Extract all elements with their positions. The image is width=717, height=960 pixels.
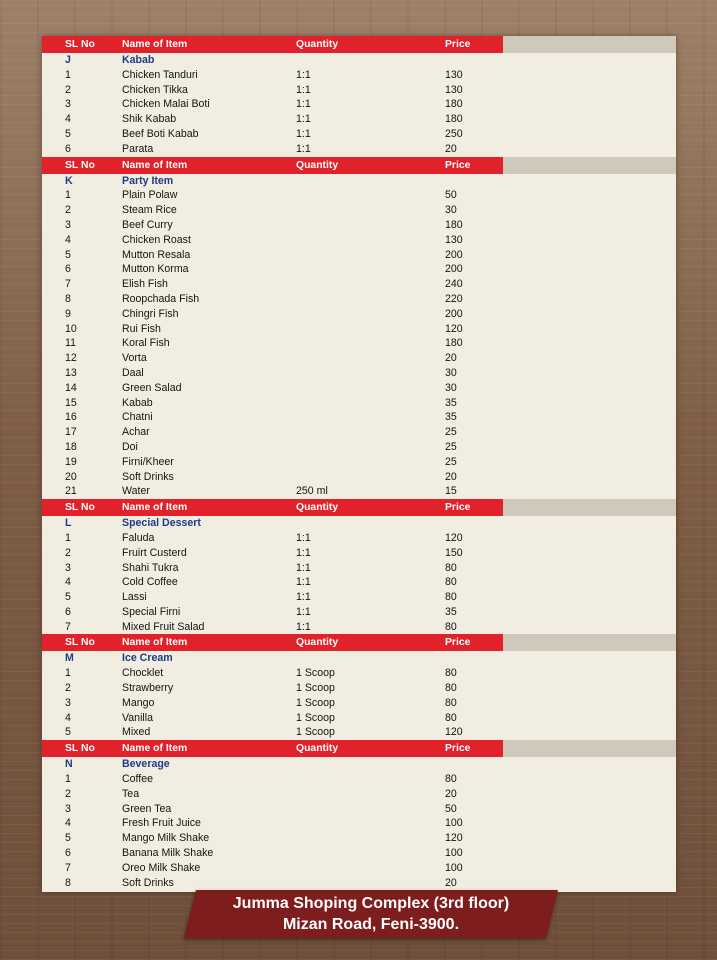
- table-header-row: [42, 157, 676, 174]
- header-quantity: Quantity: [296, 39, 339, 50]
- header-red-bar: [42, 740, 503, 757]
- menu-sheet: [42, 36, 676, 892]
- item-name: Roopchada Fish: [122, 292, 200, 305]
- item-name: Fresh Fruit Juice: [122, 817, 201, 830]
- table-row: [42, 142, 676, 157]
- table-row: [42, 802, 676, 817]
- header-price: Price: [445, 39, 471, 50]
- table-row: [42, 68, 676, 83]
- item-quantity: 1:1: [296, 127, 311, 140]
- section-code: N: [65, 758, 73, 771]
- item-sl-no: 2: [65, 546, 71, 559]
- item-name: Koral Fish: [122, 337, 170, 350]
- item-price: 20: [445, 787, 457, 800]
- item-price: 35: [445, 396, 457, 409]
- item-price: 220: [445, 292, 463, 305]
- header-grey-bar: [503, 634, 676, 651]
- item-sl-no: 5: [65, 832, 71, 845]
- item-sl-no: 12: [65, 352, 77, 365]
- item-quantity: 1:1: [296, 591, 311, 604]
- item-price: 180: [445, 218, 463, 231]
- header-sl-no: SL No: [65, 39, 95, 50]
- item-price: 80: [445, 711, 457, 724]
- item-sl-no: 2: [65, 204, 71, 217]
- section-title: Special Dessert: [122, 517, 201, 530]
- table-row: [42, 97, 676, 112]
- item-name: Daal: [122, 366, 144, 379]
- item-price: 80: [445, 576, 457, 589]
- item-name: Fruirt Custerd: [122, 546, 187, 559]
- item-name: Oreo Milk Shake: [122, 861, 201, 874]
- item-name: Coffee: [122, 773, 154, 786]
- table-row: [42, 725, 676, 740]
- section-title: Party Item: [122, 174, 174, 187]
- section-code: M: [65, 652, 74, 665]
- item-sl-no: 14: [65, 381, 77, 394]
- section-title: Ice Cream: [122, 652, 173, 665]
- item-sl-no: 19: [65, 455, 77, 468]
- table-row: [42, 484, 676, 499]
- item-sl-no: 1: [65, 667, 71, 680]
- item-name: Strawberry: [122, 682, 174, 695]
- header-quantity: Quantity: [296, 743, 339, 755]
- item-price: 30: [445, 366, 457, 379]
- item-name: Doi: [122, 440, 138, 453]
- header-price: Price: [445, 743, 471, 755]
- section-code: K: [65, 174, 73, 187]
- header-grey-bar: [503, 740, 676, 757]
- table-row: [42, 455, 676, 470]
- table-row: [42, 262, 676, 277]
- section-title-row: [42, 757, 676, 772]
- header-name-of-item: Name of Item: [122, 39, 188, 50]
- item-name: Tea: [122, 787, 140, 800]
- item-price: 250: [445, 127, 463, 140]
- section-title: Kabab: [122, 54, 155, 66]
- header-sl-no: SL No: [65, 743, 95, 755]
- header-quantity: Quantity: [296, 502, 339, 514]
- item-quantity: 1 Scoop: [296, 667, 335, 680]
- item-price: 80: [445, 773, 457, 786]
- header-quantity: Quantity: [296, 637, 339, 649]
- item-price: 130: [445, 83, 463, 96]
- item-name: Lassi: [122, 591, 147, 604]
- item-name: Chicken Malai Boti: [122, 98, 210, 111]
- item-sl-no: 9: [65, 307, 71, 320]
- item-price: 240: [445, 278, 463, 291]
- header-quantity: Quantity: [296, 159, 339, 171]
- item-price: 180: [445, 113, 463, 126]
- item-sl-no: 6: [65, 263, 71, 276]
- table-row: [42, 233, 676, 248]
- item-price: 100: [445, 847, 463, 860]
- item-name: Faluda: [122, 531, 155, 544]
- header-name-of-item: Name of Item: [122, 502, 188, 514]
- item-sl-no: 11: [65, 337, 76, 350]
- section-title-row: [42, 174, 676, 189]
- header-sl-no: SL No: [65, 159, 95, 171]
- item-price: 80: [445, 696, 457, 709]
- table-row: [42, 248, 676, 263]
- item-sl-no: 2: [65, 83, 71, 96]
- item-price: 200: [445, 263, 463, 276]
- table-row: [42, 112, 676, 127]
- header-price: Price: [445, 159, 471, 171]
- header-sl-no: SL No: [65, 502, 95, 514]
- section-code: L: [65, 517, 72, 530]
- table-row: [42, 546, 676, 561]
- header-sl-no: SL No: [65, 637, 95, 649]
- item-name: Chicken Roast: [122, 233, 191, 246]
- item-price: 50: [445, 802, 457, 815]
- item-sl-no: 7: [65, 861, 71, 874]
- table-row: [42, 127, 676, 142]
- item-sl-no: 15: [65, 396, 77, 409]
- item-sl-no: 3: [65, 98, 71, 111]
- section-title-row: [42, 53, 676, 68]
- item-price: 120: [445, 531, 463, 544]
- table-row: [42, 440, 676, 455]
- item-quantity: 1:1: [296, 576, 311, 589]
- item-price: 200: [445, 248, 463, 261]
- item-name: Achar: [122, 426, 150, 439]
- table-row: [42, 188, 676, 203]
- table-row: [42, 531, 676, 546]
- table-row: [42, 322, 676, 337]
- item-sl-no: 4: [65, 817, 71, 830]
- table-row: [42, 381, 676, 396]
- item-name: Mango: [122, 696, 155, 709]
- item-price: 120: [445, 726, 463, 739]
- table-row: [42, 831, 676, 846]
- item-sl-no: 2: [65, 787, 71, 800]
- item-name: Special Firni: [122, 605, 181, 618]
- table-row: [42, 575, 676, 590]
- item-sl-no: 3: [65, 561, 71, 574]
- item-name: Mango Milk Shake: [122, 832, 210, 845]
- item-sl-no: 2: [65, 682, 71, 695]
- item-sl-no: 18: [65, 440, 77, 453]
- table-row: [42, 772, 676, 787]
- item-quantity: 1 Scoop: [296, 711, 335, 724]
- item-sl-no: 7: [65, 278, 71, 291]
- item-price: 20: [445, 352, 457, 365]
- item-name: Vorta: [122, 352, 147, 365]
- item-sl-no: 13: [65, 366, 77, 379]
- item-name: Chicken Tikka: [122, 83, 188, 96]
- item-price: 80: [445, 591, 457, 604]
- item-sl-no: 3: [65, 696, 71, 709]
- table-row: [42, 425, 676, 440]
- item-name: Beef Boti Kabab: [122, 127, 199, 140]
- item-sl-no: 1: [65, 68, 71, 81]
- header-red-bar: [42, 36, 503, 53]
- address-line-1: Jumma Shoping Complex (3rd floor): [232, 895, 510, 912]
- item-price: 150: [445, 546, 463, 559]
- item-quantity: 1:1: [296, 620, 311, 633]
- item-quantity: 1:1: [296, 113, 311, 126]
- item-name: Chingri Fish: [122, 307, 179, 320]
- item-quantity: 1:1: [296, 546, 311, 559]
- item-sl-no: 17: [65, 426, 77, 439]
- table-row: [42, 861, 676, 876]
- item-price: 80: [445, 620, 457, 633]
- table-row: [42, 876, 676, 891]
- item-name: Mixed: [122, 726, 151, 739]
- item-price: 130: [445, 233, 463, 246]
- item-name: Parata: [122, 142, 154, 155]
- table-row: [42, 292, 676, 307]
- header-name-of-item: Name of Item: [122, 637, 188, 649]
- item-price: 15: [445, 485, 457, 498]
- item-price: 100: [445, 817, 463, 830]
- item-quantity: 1:1: [296, 531, 311, 544]
- item-name: Soft Drinks: [122, 470, 174, 483]
- table-header-row: [42, 740, 676, 757]
- table-row: [42, 83, 676, 98]
- item-sl-no: 16: [65, 411, 77, 424]
- item-quantity: 1 Scoop: [296, 682, 335, 695]
- item-name: Shahi Tukra: [122, 561, 179, 574]
- table-row: [42, 336, 676, 351]
- table-row: [42, 816, 676, 831]
- item-sl-no: 4: [65, 233, 71, 246]
- table-row: [42, 681, 676, 696]
- item-quantity: 1 Scoop: [296, 696, 335, 709]
- item-price: 120: [445, 322, 463, 335]
- item-name: Chatni: [122, 411, 153, 424]
- item-price: 30: [445, 381, 457, 394]
- item-sl-no: 5: [65, 248, 71, 261]
- item-name: Mixed Fruit Salad: [122, 620, 205, 633]
- table-header-row: [42, 36, 676, 53]
- item-price: 30: [445, 204, 457, 217]
- table-row: [42, 711, 676, 726]
- item-sl-no: 3: [65, 802, 71, 815]
- section-title-row: [42, 516, 676, 531]
- section-title: Beverage: [122, 758, 170, 771]
- item-price: 80: [445, 561, 457, 574]
- item-name: Mutton Korma: [122, 263, 189, 276]
- item-sl-no: 5: [65, 127, 71, 140]
- item-sl-no: 20: [65, 470, 77, 483]
- header-red-bar: [42, 157, 503, 174]
- header-red-bar: [42, 634, 503, 651]
- item-sl-no: 6: [65, 847, 71, 860]
- item-price: 20: [445, 142, 457, 155]
- item-sl-no: 8: [65, 292, 71, 305]
- table-row: [42, 218, 676, 233]
- item-name: Water: [122, 485, 150, 498]
- item-name: Plain Polaw: [122, 189, 178, 202]
- item-name: Banana Milk Shake: [122, 847, 214, 860]
- item-name: Rui Fish: [122, 322, 161, 335]
- item-price: 80: [445, 667, 457, 680]
- table-header-row: [42, 499, 676, 516]
- item-price: 130: [445, 68, 463, 81]
- section-title-row: [42, 651, 676, 666]
- item-name: Kabab: [122, 396, 153, 409]
- table-row: [42, 470, 676, 485]
- header-red-bar: [42, 499, 503, 516]
- item-name: Green Salad: [122, 381, 182, 394]
- table-row: [42, 787, 676, 802]
- item-name: Soft Drinks: [122, 876, 174, 889]
- table-row: [42, 846, 676, 861]
- table-row: [42, 605, 676, 620]
- item-sl-no: 4: [65, 711, 71, 724]
- item-sl-no: 3: [65, 218, 71, 231]
- item-name: Firni/Kheer: [122, 455, 174, 468]
- table-row: [42, 203, 676, 218]
- item-sl-no: 1: [65, 531, 71, 544]
- item-price: 35: [445, 605, 457, 618]
- header-name-of-item: Name of Item: [122, 743, 188, 755]
- item-sl-no: 6: [65, 142, 71, 155]
- item-price: 50: [445, 189, 457, 202]
- item-quantity: 1:1: [296, 68, 311, 81]
- item-sl-no: 8: [65, 876, 71, 889]
- item-sl-no: 1: [65, 189, 71, 202]
- table-row: [42, 590, 676, 605]
- item-name: Green Tea: [122, 802, 172, 815]
- item-name: Mutton Resala: [122, 248, 191, 261]
- item-name: Elish Fish: [122, 278, 168, 291]
- item-sl-no: 4: [65, 113, 71, 126]
- item-sl-no: 1: [65, 773, 71, 786]
- table-row: [42, 620, 676, 635]
- item-price: 200: [445, 307, 463, 320]
- item-price: 180: [445, 98, 463, 111]
- table-row: [42, 366, 676, 381]
- item-price: 80: [445, 682, 457, 695]
- item-price: 25: [445, 426, 457, 439]
- item-sl-no: 5: [65, 591, 71, 604]
- item-name: Beef Curry: [122, 218, 173, 231]
- item-price: 25: [445, 440, 457, 453]
- table-row: [42, 666, 676, 681]
- header-grey-bar: [503, 36, 676, 53]
- item-sl-no: 6: [65, 605, 71, 618]
- address-line-2: Mizan Road, Feni-3900.: [282, 916, 460, 933]
- header-price: Price: [445, 502, 471, 514]
- header-price: Price: [445, 637, 471, 649]
- item-price: 25: [445, 455, 457, 468]
- item-sl-no: 7: [65, 620, 71, 633]
- section-code: J: [65, 54, 71, 66]
- table-row: [42, 696, 676, 711]
- item-name: Steam Rice: [122, 204, 177, 217]
- item-sl-no: 5: [65, 726, 71, 739]
- table-row: [42, 307, 676, 322]
- item-name: Chicken Tanduri: [122, 68, 198, 81]
- item-name: Vanilla: [122, 711, 154, 724]
- item-price: 180: [445, 337, 463, 350]
- item-price: 100: [445, 861, 463, 874]
- item-quantity: 1 Scoop: [296, 726, 335, 739]
- address-text: [190, 893, 552, 935]
- table-header-row: [42, 634, 676, 651]
- header-grey-bar: [503, 499, 676, 516]
- item-sl-no: 4: [65, 576, 71, 589]
- menu-table: [42, 36, 676, 890]
- item-price: 20: [445, 876, 457, 889]
- item-price: 35: [445, 411, 457, 424]
- item-quantity: 1:1: [296, 83, 311, 96]
- item-quantity: 1:1: [296, 561, 311, 574]
- table-row: [42, 351, 676, 366]
- table-row: [42, 396, 676, 411]
- item-sl-no: 21: [65, 485, 77, 498]
- table-row: [42, 277, 676, 292]
- item-name: Cold Coffee: [122, 576, 178, 589]
- item-quantity: 250 ml: [296, 485, 328, 498]
- item-price: 120: [445, 832, 463, 845]
- item-quantity: 1:1: [296, 142, 311, 155]
- header-name-of-item: Name of Item: [122, 159, 188, 171]
- table-row: [42, 561, 676, 576]
- item-name: Chocklet: [122, 667, 164, 680]
- item-quantity: 1:1: [296, 98, 311, 111]
- item-price: 20: [445, 470, 457, 483]
- item-name: Shik Kabab: [122, 113, 177, 126]
- table-row: [42, 410, 676, 425]
- item-quantity: 1:1: [296, 605, 311, 618]
- header-grey-bar: [503, 157, 676, 174]
- item-sl-no: 10: [65, 322, 77, 335]
